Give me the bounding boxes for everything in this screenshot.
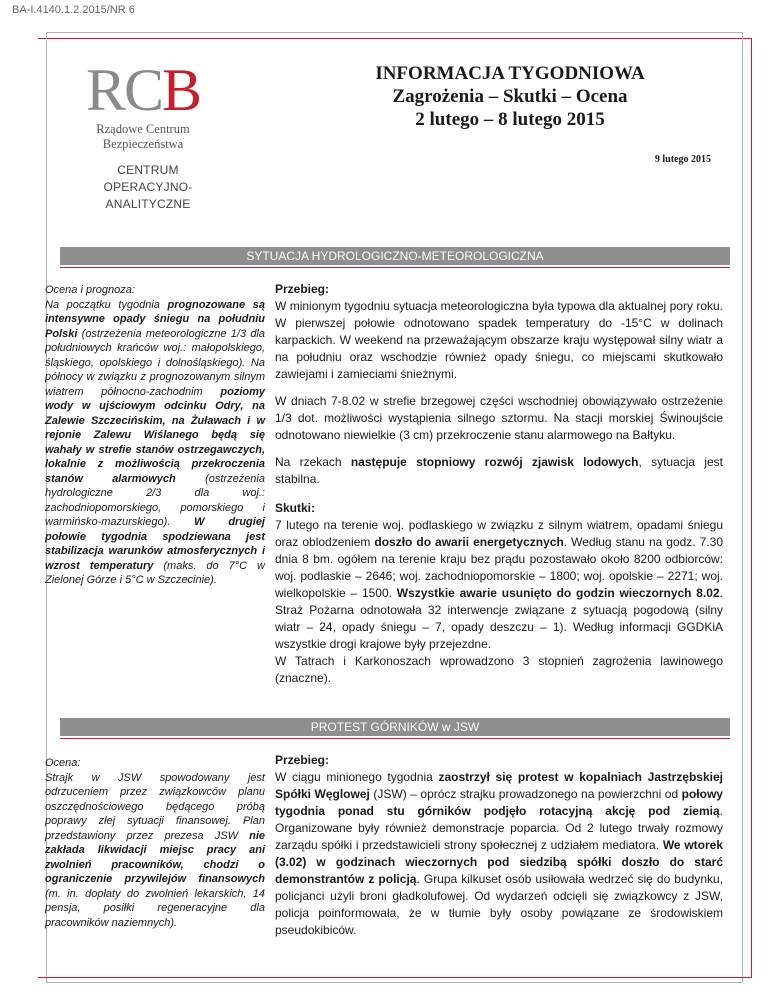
text-run: . Organizowane były również demonstracje poparcia. Od 2 lutego trwały rozmowy zarządu spółki i przedstawicieli strony społecznej z udziałem mediatora. bbox=[275, 804, 723, 852]
title-line3: 2 lutego – 8 lutego 2015 bbox=[415, 109, 605, 130]
logo-letters-gray: RC bbox=[85, 57, 162, 123]
sidebar-assessment-protest bbox=[45, 756, 265, 956]
text-run: Na początku tygodnia bbox=[45, 298, 168, 311]
section-header-hydro: SYTUACJA HYDROLOGICZNO-METEOROLOGICZNA bbox=[60, 247, 730, 265]
text-run: . Według stanu na godz. 7.30 dnia 8 bm. ogółem na terenie kraju bez prądu pozostawało około 8200 odbiorców: woj. podlaskie – 2646; woj. zachodniopomorskie – 1800; woj. opolskie – 2271; woj. wielkopolskie – 1500. bbox=[275, 535, 723, 600]
sidebar-text bbox=[45, 771, 265, 931]
department-name bbox=[68, 162, 228, 213]
main-column-hydro bbox=[275, 281, 723, 687]
text-run-bold: Wszystkie awarie usunięto do godzin wieczornych 8.02 bbox=[396, 586, 720, 600]
sidebar-heading: Ocena i prognoza: bbox=[45, 284, 135, 296]
text-run: (ostrzeżenia hydrologiczne 2/3 dla woj.: zachodniopomorskiego, pomorskiego i warmińsko-mazurskiego). bbox=[45, 472, 265, 528]
text-run-bold: W drugiej połowie tygodnia spodziewana jest stabilizacja warunków atmosferycznych i wzrost temperatury bbox=[45, 516, 265, 572]
text-run-bold: zaostrzył się protest w kopalniach Jastrzębskiej Spółki Węglowej bbox=[275, 770, 723, 801]
text-run: Strajk w JSW spowodowany jest odrzuceniem przez związkowców planu oszczędnościowego będącego próbą poprawy złej sytuacji finansowej. Plan przedstawiony przez prezesa JSW bbox=[45, 771, 265, 842]
text-run-bold: połowy tygodnia ponad stu górników podjęło rotacyjną akcję pod ziemią bbox=[275, 787, 723, 818]
frame-line bbox=[38, 38, 751, 39]
skutki-label: Skutki: bbox=[275, 501, 316, 515]
logo-letters bbox=[68, 57, 218, 123]
frame-line bbox=[751, 38, 752, 978]
text-run: . Straż Pożarna odnotowała 32 interwencje związane z sytuacją pogodową (silny wiatr – 24, opady śniegu – 7, opady deszczu – 1). Według informacji GGDKiA wszystkie drogi krajowe były przejezdne. bbox=[275, 586, 723, 651]
paragraph: W minionym tygodniu sytuacja meteorologiczna była typowa dla aktualnej pory roku. W pierwszej połowie odnotowano spadek temperatury do -15°C w dolinach karpackich. W weekend na przeważającym obszarze kraju występował silny wiatr a na południu oraz wschodzie również opady śniegu, co miejscami skutkowało zawiejami i zamieciami śnieżnymi. bbox=[275, 299, 723, 381]
text-run: Na rzekach bbox=[275, 455, 351, 469]
text-run-bold: We wtorek (3.02) w godzinach wieczornych pod siedzibą spółki doszło do starć demonstrantów z policją bbox=[275, 838, 724, 886]
text-run: W ciągu minionego tygodnia bbox=[275, 770, 439, 784]
frame-line bbox=[46, 982, 742, 983]
text-run: , sytuacja jest stabilna. bbox=[275, 455, 724, 486]
department-line1: CENTRUM bbox=[117, 163, 179, 177]
text-run: 7 lutego na terenie woj. podlaskiego w związku z silnym wiatrem, opadami śniegu oraz oblodzeniem bbox=[275, 518, 723, 549]
section-header-protest: PROTEST GÓRNIKÓW w JSW bbox=[60, 718, 730, 736]
frame-line bbox=[46, 32, 742, 33]
main-column-protest bbox=[275, 752, 723, 939]
sidebar-text bbox=[45, 298, 265, 588]
paragraph: W dniach 7-8.02 w strefie brzegowej części wschodniej obowiązywało ostrzeżenie 1/3 dot. możliwości wystąpienia silnego sztormu. Na stacji morskiej Świnoujście odnotowano niewielkie (3 cm) przekroczenie stanu alarmowego na Bałtyku. bbox=[275, 394, 723, 442]
text-run-bold: doszło do awarii energetycznych bbox=[374, 535, 564, 549]
logo-sub-line2: Bezpieczeństwa bbox=[102, 137, 184, 151]
text-run: (m. in. dopłaty do zwolnień lekarskich, 14 pensja, posiłki regeneracyjne dla pracowników naziemnych). bbox=[45, 887, 265, 929]
paragraph bbox=[275, 517, 723, 653]
text-run-bold: następuje stopniowy rozwój zjawisk lodowych bbox=[350, 455, 639, 469]
text-run: . Grupa kilkuset osób usiłowała wedrzeć się do budynku, policjanci użyli broni gładkolufowej. Od wydarzeń odcięli się związkowcy z JSW, policja poinformowała, że w tłumie były osoby powiązane ze środowiskiem pseudokibiców. bbox=[275, 872, 724, 937]
sidebar-heading: Ocena: bbox=[45, 757, 81, 769]
przebieg-label: Przebieg: bbox=[275, 282, 330, 296]
text-run-bold: prognozowane są intensywne opady śniegu na południu Polski bbox=[45, 298, 265, 340]
przebieg-label: Przebieg: bbox=[275, 753, 330, 767]
frame-line bbox=[742, 32, 743, 982]
text-run: (ostrzeżenia meteorologiczne 1/3 dla południowych krańców woj.: małopolskiego, śląskiego, opolskiego i dolnośląskiego). Na północy w związku z prognozowanym silnym wiatrem północno-zachodnim bbox=[45, 327, 265, 398]
paragraph bbox=[275, 769, 723, 939]
logo-sub-line1: Rządowe Centrum bbox=[96, 122, 190, 136]
text-run-bold: poziomy wody w ujściowym odcinku Odry, na Zalewie Szczecińskim, na Żuławach i w rejonie Zalewu Wiślanego będą się wahały w strefie stanów ostrzegawczych, lokalnie z możliwością przekroczenia stanów alarmowych bbox=[45, 385, 265, 485]
title-line2: Zagrożenia – Skutki – Ocena bbox=[392, 86, 628, 107]
text-run: (maks. do 7°C w Zielonej Górze i 5°C w Szczecinie). bbox=[45, 559, 265, 586]
logo-letter-red: B bbox=[162, 57, 201, 123]
department-line2: OPERACYJNO-ANALITYCZNE bbox=[103, 180, 193, 211]
text-run: (JSW) – oprócz strajku prowadzonego na powierzchni od bbox=[369, 787, 682, 801]
frame-line bbox=[38, 977, 751, 978]
paragraph bbox=[275, 454, 723, 488]
issue-date: 9 lutego 2015 bbox=[654, 154, 711, 165]
rcb-logo bbox=[68, 57, 218, 160]
sidebar-assessment-hydro bbox=[45, 283, 265, 603]
page-title bbox=[300, 62, 720, 131]
logo-subtitle bbox=[68, 122, 218, 152]
paragraph: W Tatrach i Karkonoszach wprowadzono 3 stopnień zagrożenia lawinowego (znaczne). bbox=[275, 654, 723, 685]
title-line1: INFORMACJA TYGODNIOWA bbox=[375, 63, 645, 84]
document-id: BA-I.4140.1.2.2015/NR 6 bbox=[12, 4, 135, 16]
text-run-bold: nie zakłada likwidacji miejsc pracy ani zwolnień pracowników, chodzi o ograniczenie przywilejów finansowych bbox=[45, 829, 265, 885]
